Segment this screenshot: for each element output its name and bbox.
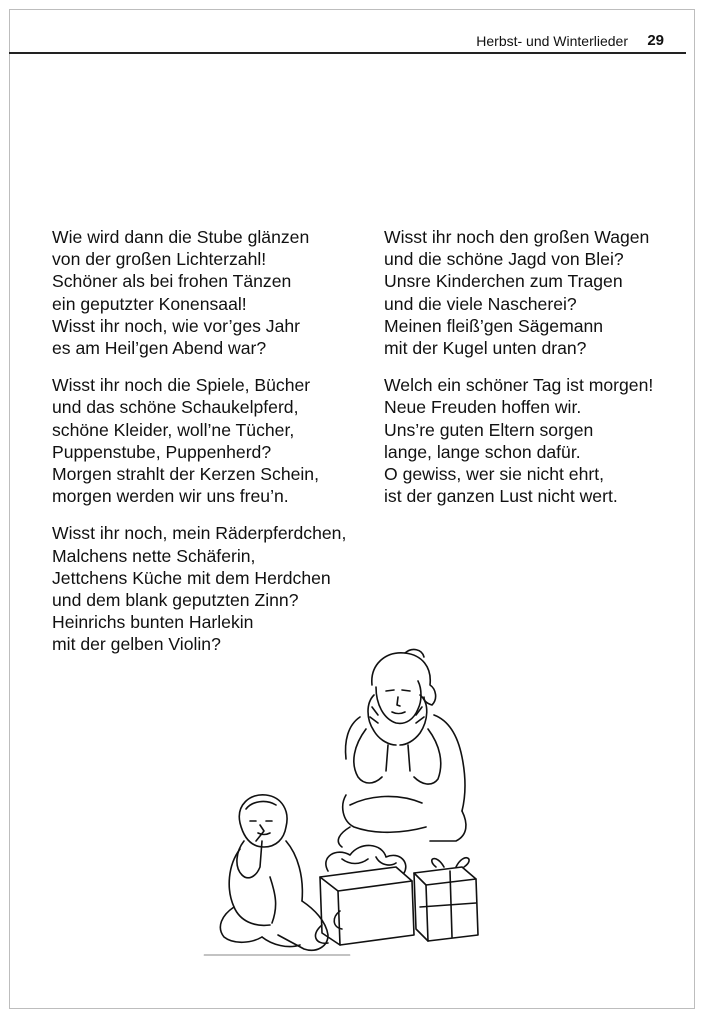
verse-line: Morgen strahlt der Kerzen Schein, (52, 464, 319, 485)
verse-line: ein geputzter Konensaal! (52, 293, 247, 314)
verse-line: Wisst ihr noch, wie vor’ges Jahr (52, 315, 301, 336)
stanza (384, 374, 704, 507)
verse-line: es am Heil’gen Abend war? (52, 338, 267, 359)
verse-line: Puppenstube, Puppenherd? (52, 441, 272, 462)
verse-line: mit der gelben Violin? (52, 634, 221, 655)
verse-line: und dem blank geputzten Zinn? (52, 590, 299, 611)
verse-line: und die schöne Jagd von Blei? (384, 249, 624, 270)
verse-line: Welch ein schöner Tag ist morgen! (384, 375, 654, 396)
page-number: 29 (647, 32, 664, 49)
verse-line: mit der Kugel unten dran? (384, 338, 587, 359)
verse-line: Uns’re guten Eltern sorgen (384, 419, 594, 440)
mother-child-gifts-drawing (200, 645, 490, 975)
running-header (9, 30, 686, 54)
verse-line: Schöner als bei frohen Tänzen (52, 271, 292, 292)
verse-line: lange, lange schon dafür. (384, 441, 581, 462)
poem-left-column (52, 226, 372, 671)
verse-line: Wie wird dann die Stube glänzen (52, 227, 310, 247)
verse-line: und die viele Nascherei? (384, 293, 577, 314)
verse-line: Unsre Kinderchen zum Tragen (384, 271, 623, 292)
stanza (384, 226, 704, 359)
verse-line: Jettchens Küche mit dem Herdchen (52, 567, 331, 588)
verse-line: Heinrichs bunten Harlekin (52, 612, 254, 633)
verse-line: Wisst ihr noch, mein Räderpferdchen, (52, 523, 347, 544)
verse-line: von der großen Lichterzahl! (52, 249, 267, 270)
verse-line: morgen werden wir uns freu’n. (52, 486, 289, 507)
poem-right-column (384, 226, 704, 522)
verse-line: Wisst ihr noch den großen Wagen (384, 227, 650, 247)
stanza (52, 374, 372, 507)
verse-line: Neue Freuden hoffen wir. (384, 397, 582, 418)
verse-line: ist der ganzen Lust nicht wert. (384, 486, 618, 507)
verse-line: und das schöne Schaukelpferd, (52, 397, 299, 418)
verse-line: O gewiss, wer sie nicht ehrt, (384, 464, 604, 485)
stanza (52, 522, 372, 655)
stanza (52, 226, 372, 359)
verse-line: Meinen fleiß’gen Sägemann (384, 315, 604, 336)
verse-line: Wisst ihr noch die Spiele, Bücher (52, 375, 311, 396)
illustration (200, 645, 490, 980)
verse-line: schöne Kleider, woll’ne Tücher, (52, 419, 295, 440)
header-section-title: Herbst- und Winterlieder (476, 33, 628, 49)
verse-line: Malchens nette Schäferin, (52, 545, 256, 566)
